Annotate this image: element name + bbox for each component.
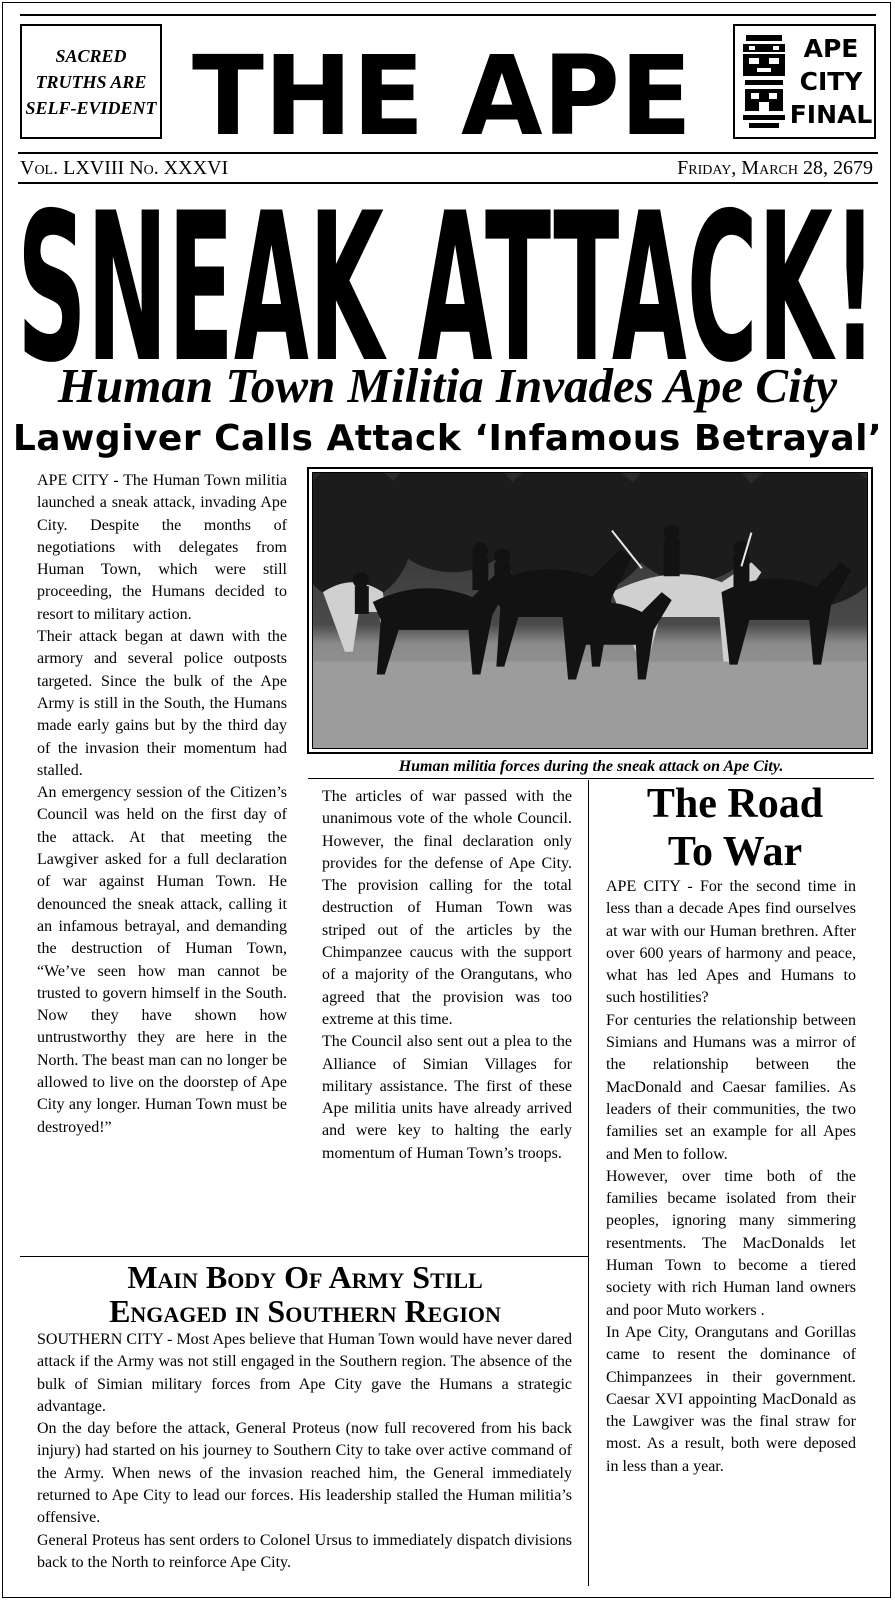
article-paragraph: Their attack began at dawn with the armory and several police outposts targeted. Since the bulk of the Ape Army is still in the South, the Humans made early gains but by the third day of the invasion their momentum had stalled. bbox=[37, 628, 287, 779]
headline-text: SNEAK ATTACK! bbox=[17, 183, 877, 369]
road-story-title bbox=[600, 780, 870, 876]
motto-line: SACRED bbox=[55, 45, 127, 66]
masthead bbox=[186, 16, 698, 151]
subheadline: Human Town Militia Invades Ape City bbox=[57, 358, 838, 413]
article-paragraph: General Proteus has sent orders to Colonel Ursus to immediately dispatch divisions back to the North to reinforce Ape City. bbox=[37, 1531, 572, 1571]
army-story-column bbox=[37, 1329, 572, 1574]
cavalry-photo-image bbox=[313, 473, 867, 748]
article-paragraph: APE CITY - The Human Town militia launched a sneak attack, invading Ape City. Despite the months of negotiations with delegates from Human Town, which were still proceeding, the Humans decided to resort to military action. bbox=[37, 472, 287, 623]
ape-emblem-icon bbox=[741, 32, 787, 132]
caption-rule bbox=[308, 778, 874, 779]
article-paragraph: The articles of war passed with the unanimous vote of the whole Council. However, the final declaration only provides for the defense of Ape City. The provision calling for the total destruction of Human Town was striped out of the articles by the Chimpanzee caucus with the support of a majority of the Orangutans, who agreed that the provision was too extreme at this time. bbox=[322, 788, 572, 1028]
motto-line: SELF-EVIDENT bbox=[25, 97, 157, 118]
main-story-column-left bbox=[37, 470, 287, 1139]
article-paragraph: On the day before the attack, General Proteus (now full recovered from his back injury) had started on his journey to Southern City to take over active command of the Army. When news of the invasion reached him, the General immediately returned to Ape City to lead our forces. His leadership stalled the Human militia’s offensive. bbox=[37, 1420, 572, 1527]
edition-box bbox=[733, 24, 876, 139]
motto-box bbox=[20, 24, 162, 139]
edition-line: APE bbox=[803, 33, 859, 63]
main-story-column-middle bbox=[322, 786, 572, 1165]
volume-number: Vol. LXVIII No. XXXVI bbox=[20, 157, 229, 179]
road-title-line: To War bbox=[667, 829, 803, 875]
article-paragraph: APE CITY - For the second time in less than a decade Apes find ourselves at war with our Human brethren. After over 600 years of harmony and peace, what has led Apes and Humans to such hostilities? bbox=[606, 878, 856, 1007]
masthead-title: THE APE bbox=[192, 32, 692, 151]
army-title-line: Engaged in Southern Region bbox=[109, 1293, 501, 1329]
army-story-title bbox=[20, 1260, 590, 1328]
news-photo bbox=[307, 467, 873, 754]
article-paragraph: In Ape City, Orangutans and Gorillas came to resent the dominance of Chimpanzees in their government. Caesar XVI appointing MacDonald as the Lawgiver was the final straw for most. As a result, both were deposed in less than a year. bbox=[606, 1323, 856, 1475]
motto-line: TRUTHS ARE bbox=[35, 71, 147, 92]
road-title-line: The Road bbox=[646, 781, 824, 827]
issue-date: Friday, March 28, 2679 bbox=[677, 157, 873, 179]
army-title-line: Main Body Of Army Still bbox=[127, 1259, 483, 1295]
article-paragraph: An emergency session of the Citizen’s Council was held on the first day of the attack. At that meeting the Lawgiver asked for a full declaration of war against Human Town. He denounced the sneak attack, calling it an infamous betrayal, and demanding the destruction of Human Town, “We’ve seen how man cannot be trusted to govern himself in the South. Now they have shown how untrustworthy they are here in the North. The beast man can no longer be allowed to live on the doorstep of Ape City any longer. Human Town must be destroyed!” bbox=[37, 784, 287, 1136]
column-divider bbox=[588, 780, 589, 1586]
article-paragraph: The Council also sent out a plea to the Alliance of Simian Villages for military assistance. The first of these Ape militia units have already arrived and were key to halting the early momentum of Human Town’s troops. bbox=[322, 1033, 572, 1162]
article-paragraph: However, over time both of the families became isolated from their peoples, ignoring many simmering resentments. The MacDonalds let Human Town to become a tiered society with rich Human land owners and poor Muto workers . bbox=[606, 1167, 856, 1319]
edition-line: CITY bbox=[799, 66, 863, 96]
photo-caption: Human militia forces during the sneak attack on Ape City. bbox=[398, 758, 784, 775]
article-paragraph: For centuries the relationship between Simians and Humans was a mirror of the relationship between the MacDonald and Caesar families. As leaders of their communities, the two families set an example for all Apes and Men to follow. bbox=[606, 1011, 856, 1163]
headline bbox=[12, 183, 883, 369]
road-story-column bbox=[606, 876, 856, 1478]
subheadline-secondary: Lawgiver Calls Attack ‘Infamous Betrayal’ bbox=[12, 418, 883, 459]
article-paragraph: SOUTHERN CITY - Most Apes believe that Human Town would have never dared attack if the Army was not still engaged in the Southern region. The absence of the bulk of Simian military forces from Ape City gave the Humans a strategic advantage. bbox=[37, 1331, 572, 1415]
edition-line: FINAL bbox=[789, 100, 873, 130]
section-rule bbox=[20, 1256, 588, 1257]
